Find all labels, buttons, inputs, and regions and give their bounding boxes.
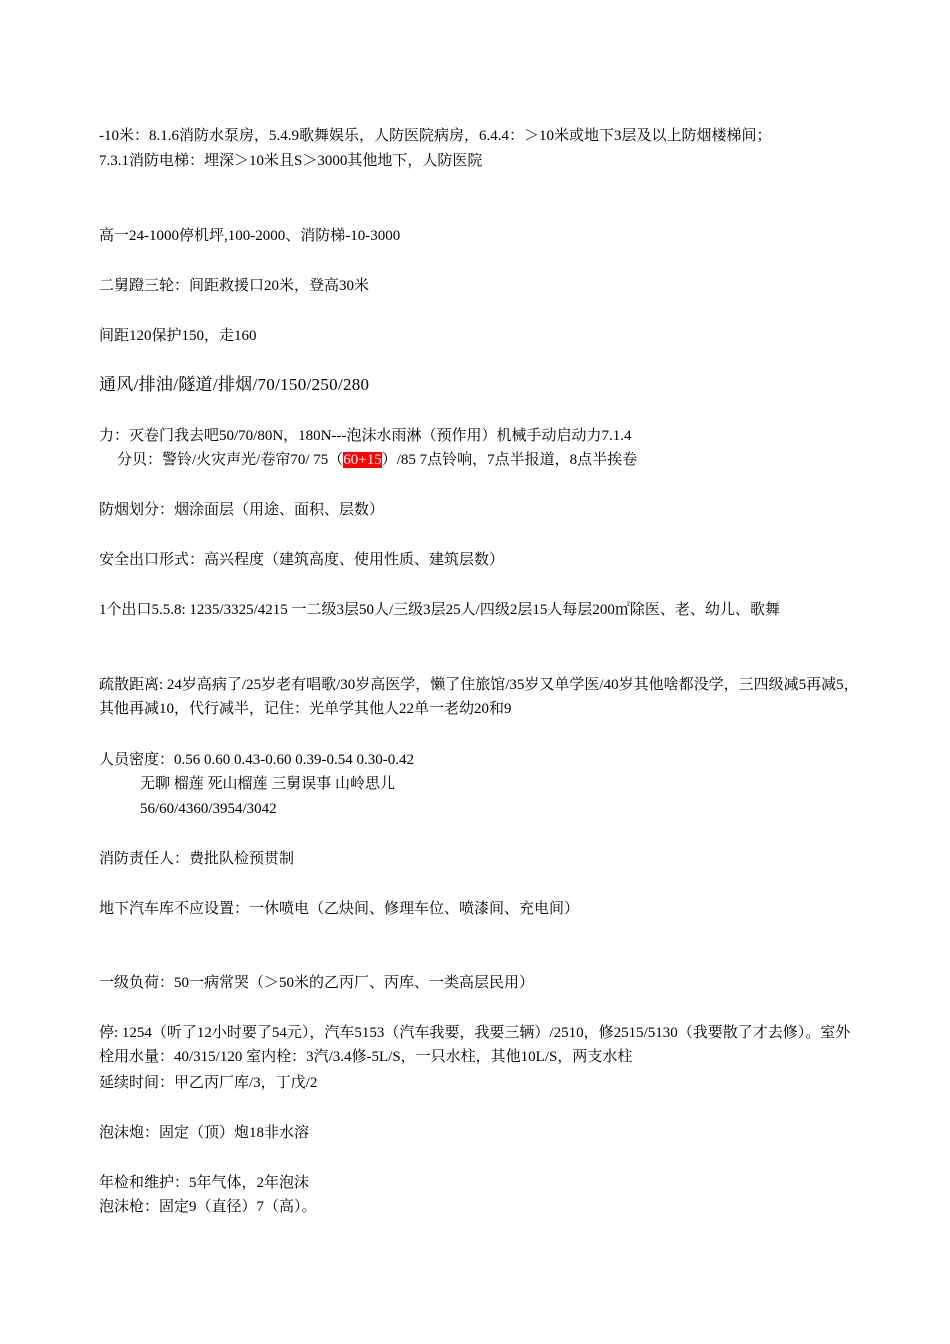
text-line: 一级负荷：50一病常哭（＞50米的乙丙厂、丙库、一类高层民用） <box>99 975 535 991</box>
text-line: 安全出口形式：高兴程度（建筑高度、使用性质、建筑层数） <box>99 552 505 568</box>
text-line: 地下汽车库不应设置：一休喷电（乙炔间、修理车位、喷漆间、充电间） <box>99 901 580 917</box>
text-line: 无聊 榴莲 死山榴莲 三舅误事 山岭思儿 <box>140 776 396 792</box>
highlighted-text: 60+15 <box>343 452 382 468</box>
text-paragraph: 疏散距离: 24岁高病了/25岁老有唱歌/30岁高医学，懒了住旅馆/35岁又单学医/40岁其他啥都没学，三四级减5再减5，其他再减10，代行减半，记住：光单学其他人22单一老幼20和9 <box>99 677 859 717</box>
text-line: 泡沫枪：固定9（直径）7（高）。 <box>99 1199 317 1215</box>
text-line: 高一24-1000停机坪,100-2000、消防梯-10-3000 <box>99 228 401 244</box>
text-segment: 分贝：警铃/火灾声光/卷帘70/ 75（ <box>117 452 344 468</box>
text-line: 防烟划分：烟涂面层（用途、面积、层数） <box>99 502 385 518</box>
text-paragraph: 停: 1254（听了12小时要了54元），汽车5153（汽车我要，我要三辆）/2510，修2515/5130（我要散了才去修）。室外栓用水量：40/315/120 室内栓：3汽/3.4修-5L/S，一只水柱，其他10L/S，两支水柱 <box>99 1025 851 1065</box>
text-line: 泡沫炮：固定（顶）炮18非水溶 <box>99 1125 310 1141</box>
text-line: 56/60/4360/3954/3042 <box>140 801 277 817</box>
text-line: 人员密度：0.56 0.60 0.43-0.60 0.39-0.54 0.30-0.42 <box>99 752 414 768</box>
text-line: 二舅蹬三轮：间距救援口20米，登高30米 <box>99 278 370 294</box>
text-paragraph: 1个出口5.5.8: 1235/3325/4215 一二级3层50人/三级3层25人/四级2层15人每层200㎡除医、老、幼儿、歌舞 <box>99 602 780 618</box>
text-line: -10米：8.1.6消防水泵房，5.4.9歌舞娱乐，人防医院病房，6.4.4：＞10米或地下3层及以上防烟楼梯间； <box>99 128 772 144</box>
text-line: 年检和维护：5年气体，2年泡沫 <box>99 1175 310 1191</box>
text-segment: ）/85 7点铃响，7点半报道，8点半挨卷 <box>381 452 638 468</box>
text-line: 7.3.1消防电梯：埋深＞10米且S＞3000其他地下，人防医院 <box>99 153 483 169</box>
text-line: 力：灭卷门我去吧50/70/80N，180N---泡沫水雨淋（预作用）机械手动启动力7.1.4 <box>99 428 632 444</box>
text-line-large: 通风/排油/隧道/排烟/70/150/250/280 <box>99 375 370 394</box>
text-line <box>99 448 877 472</box>
text-line: 间距120保护150，走160 <box>99 328 257 344</box>
text-line: 延续时间：甲乙丙厂库/3，丁戊/2 <box>99 1075 318 1091</box>
text-line: 消防责任人：费批队检预贯制 <box>99 851 295 867</box>
